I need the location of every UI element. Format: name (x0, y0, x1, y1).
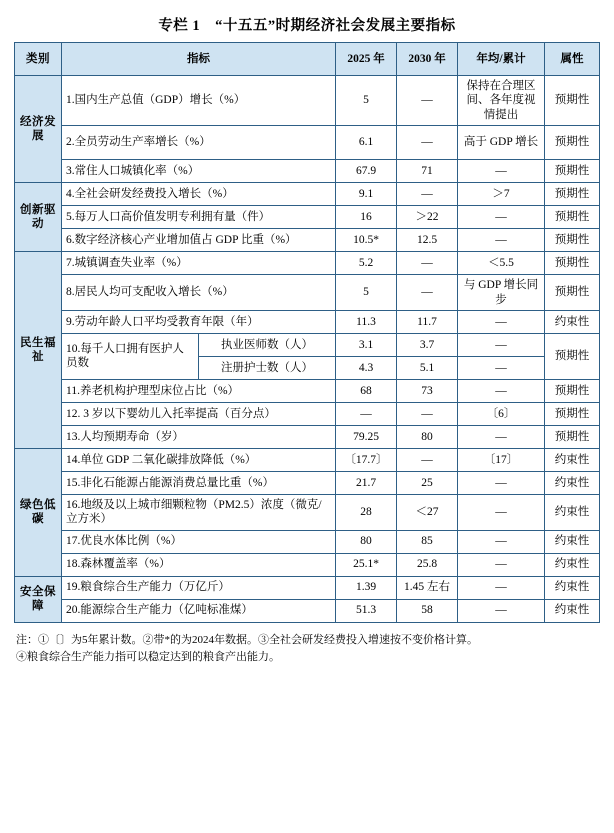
value-2025: 5 (336, 275, 397, 311)
value-2030: 71 (397, 160, 458, 183)
table-row (15, 333, 600, 356)
value-2025: 6.1 (336, 126, 397, 160)
value-average: — (458, 206, 545, 229)
value-attribute: 约束性 (545, 576, 600, 599)
value-average: 高于 GDP 增长 (458, 126, 545, 160)
table-row (15, 576, 600, 599)
value-average: 保持在合理区间、各年度视情提出 (458, 76, 545, 126)
value-average: — (458, 160, 545, 183)
value-attribute: 预期性 (545, 160, 600, 183)
value-attribute: 约束性 (545, 471, 600, 494)
value-attribute: 约束性 (545, 530, 600, 553)
value-2030: — (397, 402, 458, 425)
note-line-2: ④粮食综合生产能力指可以稳定达到的粮食产出能力。 (16, 650, 280, 663)
indicator-cell: 11.养老机构护理型床位占比（%） (62, 379, 336, 402)
value-average: — (458, 379, 545, 402)
value-average: — (458, 471, 545, 494)
value-2030: — (397, 252, 458, 275)
indicator-cell: 13.人均预期寿命（岁） (62, 425, 336, 448)
header-category: 类别 (15, 43, 62, 76)
value-2030: 80 (397, 425, 458, 448)
table-row (15, 76, 600, 126)
value-2030: 85 (397, 530, 458, 553)
value-2030: ＜27 (397, 494, 458, 530)
indicator-cell: 19.粮食综合生产能力（万亿斤） (62, 576, 336, 599)
value-2030: 5.1 (397, 356, 458, 379)
value-2030: 25.8 (397, 553, 458, 576)
indicator-cell: 6.数字经济核心产业增加值占 GDP 比重（%） (62, 229, 336, 252)
value-2025: — (336, 402, 397, 425)
sub-indicator-cell: 执业医师数（人） (199, 333, 336, 356)
value-attribute: 约束性 (545, 599, 600, 622)
table-row (15, 379, 600, 402)
indicator-cell: 12. 3 岁以下婴幼儿入托率提高（百分点） (62, 402, 336, 425)
indicator-cell: 16.地级及以上城市细颗粒物（PM2.5）浓度（微克/立方米） (62, 494, 336, 530)
value-2025: 1.39 (336, 576, 397, 599)
value-2030: — (397, 275, 458, 311)
value-average: 〔17〕 (458, 448, 545, 471)
table-row (15, 494, 600, 530)
value-2025: 5.2 (336, 252, 397, 275)
header-attribute: 属性 (545, 43, 600, 76)
value-2030: — (397, 126, 458, 160)
indicator-cell: 9.劳动年龄人口平均受教育年限（年） (62, 310, 336, 333)
category-cell-economy: 经济发展 (15, 76, 62, 183)
value-2025: 4.3 (336, 356, 397, 379)
value-attribute: 预期性 (545, 402, 600, 425)
value-2025: 67.9 (336, 160, 397, 183)
header-row (15, 43, 600, 76)
value-2025: 11.3 (336, 310, 397, 333)
value-2025: 9.1 (336, 183, 397, 206)
value-2030: 58 (397, 599, 458, 622)
value-2025: 10.5* (336, 229, 397, 252)
value-attribute: 预期性 (545, 206, 600, 229)
value-2030: 73 (397, 379, 458, 402)
table-row (15, 530, 600, 553)
table-row (15, 206, 600, 229)
table-body (15, 76, 600, 623)
table-header (15, 43, 600, 76)
value-2030: — (397, 448, 458, 471)
category-cell-security: 安全保障 (15, 576, 62, 622)
value-2025: 79.25 (336, 425, 397, 448)
value-attribute: 预期性 (545, 379, 600, 402)
value-2025: 28 (336, 494, 397, 530)
table-row (15, 310, 600, 333)
value-2030: 3.7 (397, 333, 458, 356)
sub-indicator-cell: 注册护士数（人） (199, 356, 336, 379)
value-2025: 〔17.7〕 (336, 448, 397, 471)
indicator-cell: 5.每万人口高价值发明专利拥有量（件） (62, 206, 336, 229)
value-2025: 25.1* (336, 553, 397, 576)
indicator-cell: 4.全社会研发经费投入增长（%） (62, 183, 336, 206)
indicator-cell: 17.优良水体比例（%） (62, 530, 336, 553)
header-average: 年均/累计 (458, 43, 545, 76)
value-2030: 1.45 左右 (397, 576, 458, 599)
value-attribute: 预期性 (545, 275, 600, 311)
value-attribute: 预期性 (545, 425, 600, 448)
value-attribute: 预期性 (545, 76, 600, 126)
indicator-cell: 14.单位 GDP 二氧化碳排放降低（%） (62, 448, 336, 471)
table-row (15, 160, 600, 183)
value-attribute: 约束性 (545, 310, 600, 333)
value-attribute: 约束性 (545, 553, 600, 576)
value-average: — (458, 494, 545, 530)
value-attribute: 约束性 (545, 494, 600, 530)
table-row (15, 471, 600, 494)
value-average: — (458, 425, 545, 448)
value-average: ＞7 (458, 183, 545, 206)
value-2025: 68 (336, 379, 397, 402)
indicator-cell: 15.非化石能源占能源消费总量比重（%） (62, 471, 336, 494)
value-average: — (458, 553, 545, 576)
value-2025: 5 (336, 76, 397, 126)
value-average: — (458, 576, 545, 599)
indicator-cell: 10.每千人口拥有医护人员数 (62, 333, 199, 379)
value-average: — (458, 530, 545, 553)
indicator-cell: 2.全员劳动生产率增长（%） (62, 126, 336, 160)
value-2030: — (397, 76, 458, 126)
header-2025: 2025 年 (336, 43, 397, 76)
page-title: 专栏 1 “十五五”时期经济社会发展主要指标 (158, 18, 456, 34)
category-cell-innovation: 创新驱动 (15, 183, 62, 252)
value-2030: 25 (397, 471, 458, 494)
indicators-table (14, 42, 600, 623)
table-row (15, 229, 600, 252)
value-average: — (458, 599, 545, 622)
value-attribute: 约束性 (545, 448, 600, 471)
value-2025: 16 (336, 206, 397, 229)
table-row (15, 183, 600, 206)
indicator-cell: 18.森林覆盖率（%） (62, 553, 336, 576)
table-row (15, 126, 600, 160)
table-row (15, 425, 600, 448)
table-row (15, 402, 600, 425)
value-2025: 3.1 (336, 333, 397, 356)
value-average: 与 GDP 增长同步 (458, 275, 545, 311)
value-attribute: 预期性 (545, 126, 600, 160)
table-row (15, 599, 600, 622)
value-2025: 80 (336, 530, 397, 553)
value-2030: 11.7 (397, 310, 458, 333)
category-cell-livelihood: 民生福祉 (15, 252, 62, 449)
value-attribute: 预期性 (545, 252, 600, 275)
category-cell-green: 绿色低碳 (15, 448, 62, 576)
table-row (15, 448, 600, 471)
value-average: — (458, 229, 545, 252)
note-line-1: 注：①〔〕为5年累计数。②带*的为2024年数据。③全社会研发经费投入增速按不变价格计算。 (16, 633, 478, 646)
value-2025: 51.3 (336, 599, 397, 622)
value-attribute: 预期性 (545, 229, 600, 252)
value-2030: 12.5 (397, 229, 458, 252)
value-average: 〔6〕 (458, 402, 545, 425)
header-indicator: 指标 (62, 43, 336, 76)
indicator-cell: 7.城镇调查失业率（%） (62, 252, 336, 275)
value-2025: 21.7 (336, 471, 397, 494)
indicator-cell: 20.能源综合生产能力（亿吨标准煤） (62, 599, 336, 622)
value-2030: ＞22 (397, 206, 458, 229)
value-2030: — (397, 183, 458, 206)
value-average: ＜5.5 (458, 252, 545, 275)
table-row (15, 252, 600, 275)
value-attribute: 预期性 (545, 183, 600, 206)
indicator-cell: 1.国内生产总值（GDP）增长（%） (62, 76, 336, 126)
value-average: — (458, 310, 545, 333)
table-row (15, 553, 600, 576)
indicator-cell: 8.居民人均可支配收入增长（%） (62, 275, 336, 311)
value-attribute: 预期性 (545, 333, 600, 379)
header-2030: 2030 年 (397, 43, 458, 76)
value-average: — (458, 333, 545, 356)
table-notes (14, 632, 600, 666)
indicator-cell: 3.常住人口城镇化率（%） (62, 160, 336, 183)
table-row (15, 275, 600, 311)
value-average: — (458, 356, 545, 379)
